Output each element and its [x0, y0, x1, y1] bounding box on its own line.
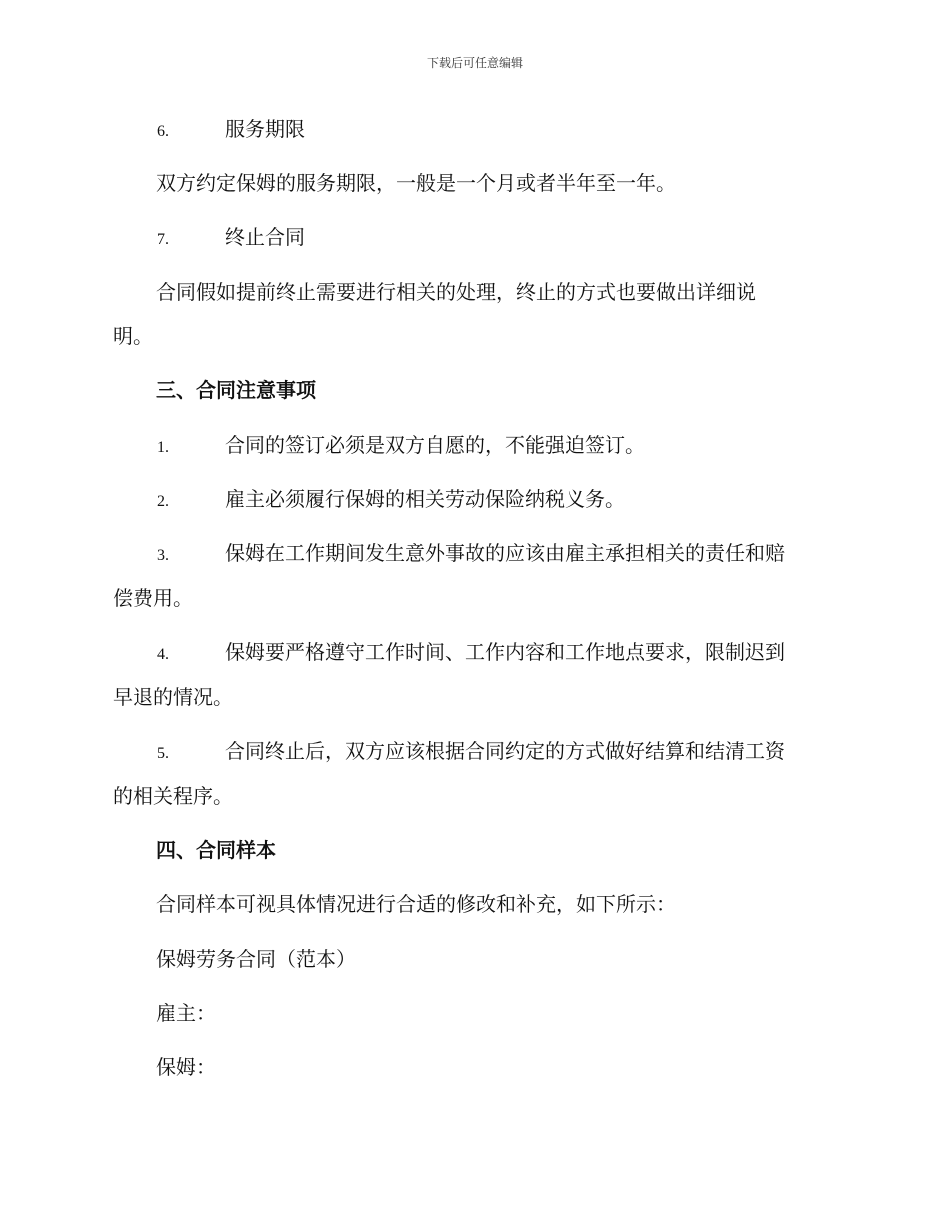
paragraph-text: 保姆劳务合同（范本） — [156, 947, 356, 971]
item-text: 合同终止后，双方应该根据合同约定的方式做好结算和结清工资 — [225, 739, 785, 763]
item-number: 4. — [157, 646, 169, 663]
list-item — [113, 729, 838, 776]
item-number: 6. — [157, 123, 169, 140]
paragraph-text: 保姆： — [156, 1055, 216, 1079]
list-item — [113, 477, 838, 524]
paragraph-text: 雇主： — [156, 1001, 216, 1025]
list-item — [113, 423, 838, 470]
paragraph-text: 明。 — [113, 324, 153, 348]
list-item — [113, 630, 838, 677]
item-text: 的相关程序。 — [113, 784, 233, 808]
item-number: 3. — [157, 547, 169, 564]
heading-text: 三、合同注意事项 — [156, 378, 316, 402]
item-text: 保姆在工作期间发生意外事故的应该由雇主承担相关的责任和赔 — [225, 541, 785, 565]
item-number: 1. — [157, 439, 169, 456]
list-item-continuation — [113, 675, 838, 719]
item-text: 服务期限 — [225, 117, 305, 141]
paragraph-text: 合同假如提前终止需要进行相关的处理，终止的方式也要做出详细说 — [156, 280, 756, 304]
heading-text: 四、合同样本 — [156, 838, 276, 862]
paragraph — [113, 270, 838, 314]
paragraph — [113, 1045, 838, 1089]
item-text: 雇主必须履行保姆的相关劳动保险纳税义务。 — [225, 487, 625, 511]
paragraph — [113, 161, 838, 205]
list-item-continuation — [113, 576, 838, 620]
item-text: 合同的签订必须是双方自愿的，不能强迫签订。 — [225, 433, 645, 457]
item-text: 早退的情况。 — [113, 685, 233, 709]
paragraph — [113, 937, 838, 981]
paragraph-text: 双方约定保姆的服务期限，一般是一个月或者半年至一年。 — [156, 171, 676, 195]
list-item — [113, 215, 838, 262]
section-heading — [113, 368, 838, 412]
item-text: 终止合同 — [225, 225, 305, 249]
item-number: 7. — [157, 231, 169, 248]
paragraph-continuation — [113, 314, 838, 358]
list-item-continuation — [113, 774, 838, 818]
paragraph — [113, 991, 838, 1035]
page-header: 下载后可任意编辑 — [426, 56, 523, 70]
paragraph-text: 合同样本可视具体情况进行合适的修改和补充，如下所示： — [156, 892, 676, 916]
section-heading — [113, 828, 838, 872]
list-item — [113, 107, 838, 154]
item-text: 保姆要严格遵守工作时间、工作内容和工作地点要求，限制迟到 — [225, 640, 785, 664]
item-number: 5. — [157, 745, 169, 762]
item-text: 偿费用。 — [113, 586, 193, 610]
item-number: 2. — [157, 493, 169, 510]
list-item — [113, 531, 838, 578]
paragraph — [113, 882, 838, 926]
